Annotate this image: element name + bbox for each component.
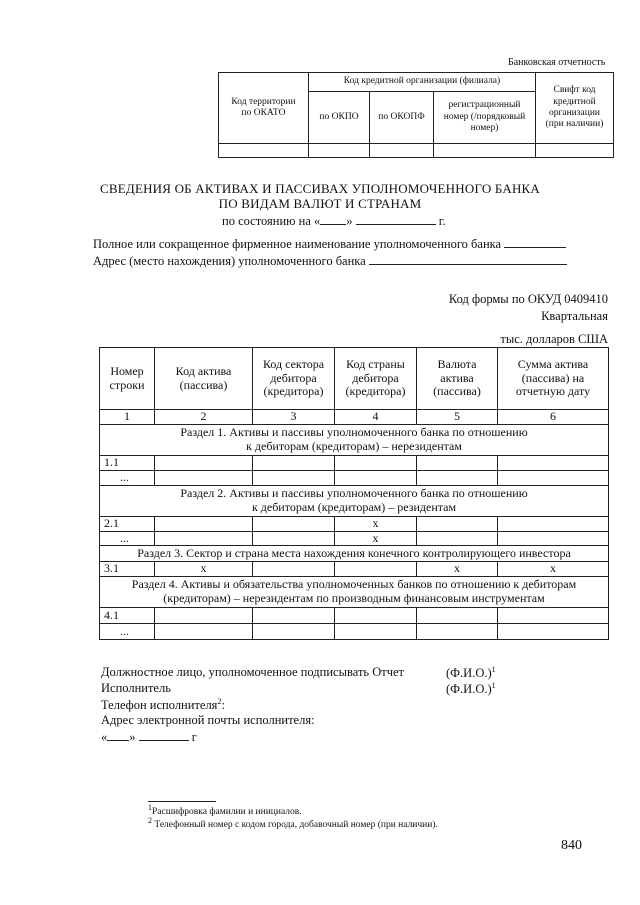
cell-country-code[interactable]: [335, 608, 417, 624]
report-type-label: Банковская отчетность: [508, 57, 606, 68]
bank-address-field[interactable]: [369, 253, 567, 265]
bank-name-field[interactable]: [504, 236, 566, 248]
cell-asset-code: x: [155, 562, 253, 577]
section-3-header: [100, 546, 609, 562]
reg-number-cell[interactable]: [434, 144, 536, 158]
signature-date-line: « » г: [101, 730, 197, 744]
cell-sector-code[interactable]: [253, 624, 335, 640]
section-4-subtitle: (кредиторам) – нерезидентам по производным финансовым инструментам: [163, 591, 545, 606]
cell-sector-code[interactable]: [253, 562, 335, 577]
row-number: ...: [100, 470, 155, 485]
header-sector-code: Код сектора дебитора (кредитора): [253, 348, 335, 410]
cell-asset-code[interactable]: [155, 624, 253, 640]
organization-codes-table: [218, 72, 614, 158]
section-1-title: Раздел 1. Активы и пассивы уполномоченного банка по отношению: [180, 425, 528, 439]
units-label: тыс. долларов США: [500, 332, 608, 346]
footnote-1: $^1$Расшифровка фамилии и инициалов.: [148, 803, 302, 818]
cell-amount[interactable]: [498, 531, 609, 546]
cell-country-code[interactable]: [335, 455, 417, 470]
section-3-title: Раздел 3. Сектор и страна места нахождения конечного контролирующего инвестора: [100, 546, 609, 562]
col-num-5: 5: [417, 410, 498, 425]
executor-email-label: Адрес электронной почты исполнителя:: [101, 713, 315, 727]
cell-sector-code[interactable]: [253, 608, 335, 624]
col-num-4: 4: [335, 410, 417, 425]
reg-number-header: регистрационный номер (/порядковый номер): [434, 92, 536, 144]
section-2-header: [100, 485, 609, 516]
cell-country-code: x: [335, 516, 417, 531]
table-row: [100, 531, 609, 546]
cell-sector-code[interactable]: [253, 455, 335, 470]
header-row-number: Номер строки: [100, 348, 155, 410]
table-row: [100, 455, 609, 470]
swift-cell[interactable]: [536, 144, 614, 158]
credit-org-header: Код кредитной организации (филиала): [309, 73, 536, 92]
section-1-header: [100, 424, 609, 455]
official-signatory-label: Должностное лицо, уполномоченное подписывать Отчет: [101, 665, 405, 679]
date-day-field[interactable]: [320, 213, 346, 225]
header-row: [100, 348, 609, 410]
footnote-2: $^2$ Телефонный номер с кодом города, добавочный номер (при наличии).: [148, 816, 438, 831]
cell-asset-code[interactable]: [155, 455, 253, 470]
section-1-subtitle: к дебиторам (кредиторам) – нерезидентам: [246, 438, 462, 453]
okato-cell[interactable]: [219, 144, 309, 158]
table-row: [100, 608, 609, 624]
okopf-header: по ОКОПФ: [370, 92, 434, 144]
col-num-1: 1: [100, 410, 155, 425]
cell-asset-code[interactable]: [155, 470, 253, 485]
bank-name-label: Полное или сокращенное фирменное наименование уполномоченного банка: [93, 237, 502, 251]
col-num-6: 6: [498, 410, 609, 425]
cell-amount[interactable]: [498, 455, 609, 470]
cell-asset-code[interactable]: [155, 531, 253, 546]
executor-label: Исполнитель: [101, 681, 171, 695]
cell-country-code: x: [335, 531, 417, 546]
okato-header: Код территории по ОКАТО: [219, 73, 309, 144]
form-code: Код формы по ОКУД 0409410: [448, 292, 608, 306]
bank-name-line: [93, 236, 566, 252]
table-row: [100, 516, 609, 531]
official-fio: $(Ф.И.О.)^1$: [446, 665, 496, 681]
section-4-header: [100, 577, 609, 608]
table-row: [100, 562, 609, 577]
swift-header: Свифт код кредитной организации (при наличии): [536, 73, 614, 144]
cell-country-code[interactable]: [335, 470, 417, 485]
cell-asset-code[interactable]: [155, 608, 253, 624]
executor-phone-label: Телефон исполнителя$^2$:: [101, 697, 225, 713]
signature-day-field[interactable]: [107, 729, 129, 741]
section-4-title: Раздел 4. Активы и обязательства уполномоченных банков по отношению к дебиторам: [131, 577, 577, 592]
cell-currency[interactable]: [417, 470, 498, 485]
periodicity: Квартальная: [541, 309, 608, 323]
row-number: 1.1: [100, 455, 155, 470]
executor-fio: $(Ф.И.О.)^1$: [446, 681, 496, 697]
cell-amount[interactable]: [498, 516, 609, 531]
assets-liabilities-table: [99, 347, 609, 640]
row-number: 2.1: [100, 516, 155, 531]
row-number: ...: [100, 624, 155, 640]
row-number: ...: [100, 531, 155, 546]
col-num-3: 3: [253, 410, 335, 425]
bank-address-line: [93, 253, 567, 269]
cell-amount[interactable]: [498, 470, 609, 485]
cell-currency[interactable]: [417, 624, 498, 640]
document-title-line1: СВЕДЕНИЯ ОБ АКТИВАХ И ПАССИВАХ УПОЛНОМОЧЕННОГО БАНКА: [100, 181, 540, 196]
header-asset-code: Код актива (пассива): [155, 348, 253, 410]
cell-amount[interactable]: [498, 624, 609, 640]
cell-amount: x: [498, 562, 609, 577]
signature-month-field[interactable]: [139, 729, 189, 741]
header-country-code: Код страны дебитора (кредитора): [335, 348, 417, 410]
date-month-field[interactable]: [356, 213, 436, 225]
row-number: 3.1: [100, 562, 155, 577]
cell-sector-code[interactable]: [253, 531, 335, 546]
col-num-2: 2: [155, 410, 253, 425]
section-2-subtitle: к дебиторам (кредиторам) – резидентам: [251, 499, 457, 514]
report-date-line: по состоянию на « » г.: [222, 214, 446, 228]
row-number: 4.1: [100, 608, 155, 624]
table-row: [100, 624, 609, 640]
cell-country-code[interactable]: [335, 562, 417, 577]
section-2-title: Раздел 2. Активы и пассивы уполномоченного банка по отношению: [180, 486, 528, 500]
document-title-line2: ПО ВИДАМ ВАЛЮТ И СТРАНАМ: [218, 196, 422, 211]
cell-country-code[interactable]: [335, 624, 417, 640]
page-number: 840: [561, 838, 582, 853]
cell-sector-code[interactable]: [253, 470, 335, 485]
cell-amount[interactable]: [498, 608, 609, 624]
okpo-header: по ОКПО: [309, 92, 370, 144]
cell-currency[interactable]: [417, 531, 498, 546]
cell-asset-code[interactable]: [155, 516, 253, 531]
bank-address-label: Адрес (место нахождения) уполномоченного банка: [93, 254, 366, 268]
cell-sector-code[interactable]: [253, 516, 335, 531]
okpo-cell[interactable]: [309, 144, 370, 158]
column-numbers-row: [100, 410, 609, 425]
header-amount: Сумма актива (пассива) на отчетную дату: [498, 348, 609, 410]
cell-currency[interactable]: [417, 608, 498, 624]
cell-currency[interactable]: [417, 455, 498, 470]
footnote-divider: [148, 801, 216, 802]
header-currency: Валюта актива (пассива): [417, 348, 498, 410]
cell-currency: x: [417, 562, 498, 577]
okopf-cell[interactable]: [370, 144, 434, 158]
cell-currency[interactable]: [417, 516, 498, 531]
table-row: [100, 470, 609, 485]
